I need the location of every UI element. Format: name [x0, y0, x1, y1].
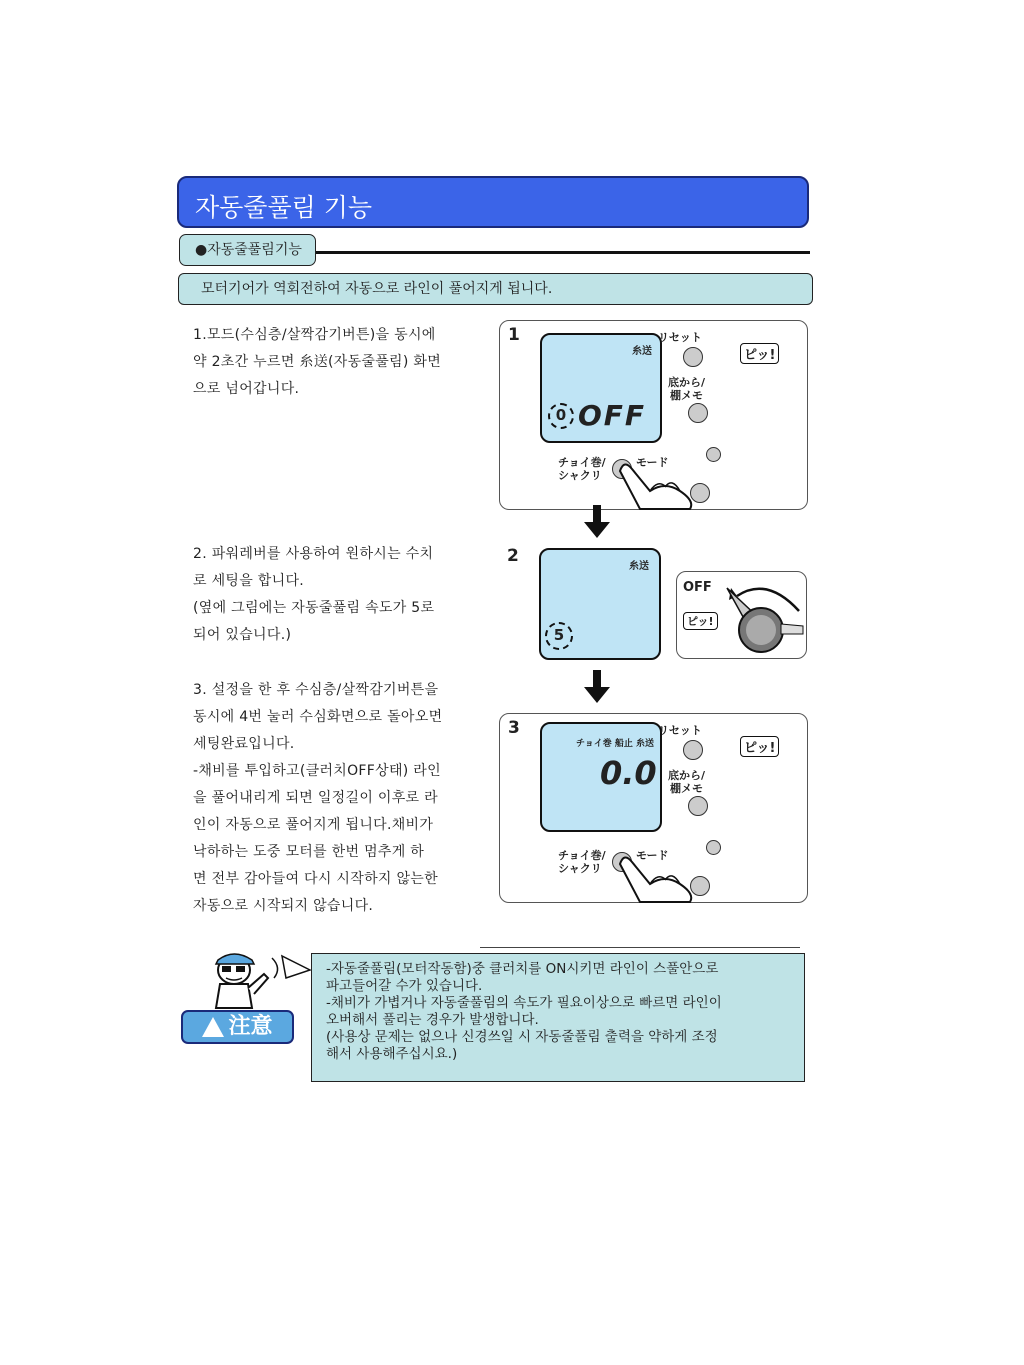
- figure-3-panel: [499, 713, 808, 903]
- figure-1-panel: [499, 320, 808, 510]
- figure-3-hand-icon: [610, 844, 700, 904]
- figure-3-number: 3: [508, 718, 520, 738]
- figure-2-digit: 5: [545, 622, 573, 650]
- figure-3-small-button: [706, 840, 721, 855]
- page-title: 자동줄풀림 기능: [195, 193, 372, 222]
- figure-2-mode-label: 糸送: [629, 561, 649, 572]
- caution-top-line: [480, 947, 800, 948]
- page-title-bar: [177, 176, 809, 228]
- step-2-text: 2. 파워레버를 사용하여 원하시는 수치 로 세팅을 합니다. (옆에 그림에는 자동줄풀림 속도가 5로 되어 있습니다.): [193, 546, 435, 643]
- arrow-down-1-shaft: [593, 505, 601, 523]
- arrow-down-2-shaft: [593, 670, 601, 688]
- figure-1-mode-button-label: モード: [636, 456, 669, 469]
- figure-3-mode-button-label: モード: [636, 849, 669, 862]
- step-1-text: 1.모드(수심층/살짝감기버튼)을 동시에 약 2초간 누르면 糸送(자동줄풀림) 화면 으로 넘어갑니다.: [193, 327, 442, 397]
- caution-label-text: 注意: [228, 1014, 273, 1039]
- warning-triangle-icon: [202, 1017, 224, 1037]
- step-3-text: 3. 설정을 한 후 수심층/살짝감기버튼을 동시에 4번 눌러 수심화면으로 돌아오면 세팅완료입니다. -채비를 투입하고(클러치OFF상태) 라인 을 풀어내리게 되면 일정길이 이후로 라 인이 자동으로 풀어지게 됩니다.채비가 낙하하는 도중 모터를 한번 멈추게 하 면 전부 감아들여 다시 시작하지 않는한 자동으로 시작되지 않습니다.: [193, 682, 443, 914]
- figure-3-choi-label: チョイ巻/ シャクリ: [558, 849, 606, 875]
- figure-1-memo-label: 底から/ 棚メモ: [668, 376, 706, 402]
- figure-2-number: 2: [507, 546, 519, 566]
- figure-3-beep: ピッ!: [740, 736, 779, 757]
- figure-3-memo-button: [688, 796, 708, 816]
- figure-1-number: 1: [508, 325, 520, 345]
- figure-3-reset-label: リセット: [658, 724, 702, 737]
- figure-1-choi-label: チョイ巻/ シャクリ: [558, 456, 606, 482]
- figure-3-value: 0.0: [600, 754, 657, 792]
- caution-box: -자동줄풀림(모터작동함)중 클러치를 ON시키면 라인이 스풀안으로 파고들어갈 수가 있습니다. -채비가 가볍거나 자동줄풀림의 속도가 필요이상으로 빠르면 라인이 오버해서 풀리는 경우가 발생합니다. (사용상 문제는 없으나 신경쓰일 시 자동줄풀림 출력을 약하게 조정 해서 사용해주십시요.): [311, 953, 805, 1082]
- figure-1-lcd: [540, 333, 662, 443]
- figure-1-hand-icon: [610, 451, 700, 511]
- caution-label: [181, 1010, 294, 1044]
- section-divider: [316, 251, 810, 254]
- section-tag: ●자동줄풀림기능: [179, 234, 316, 266]
- figure-1-reset-label: リセット: [658, 331, 702, 344]
- figure-3-mode-label: チョイ巻 船止 糸送: [576, 739, 654, 749]
- figure-2-power-lever-icon: [717, 576, 805, 658]
- figure-3-lcd: [540, 722, 662, 832]
- figure-3-memo-label: 底から/ 棚メモ: [668, 769, 706, 795]
- figure-2-beep: ピッ!: [683, 612, 718, 630]
- figure-1-display: OFF: [578, 399, 647, 432]
- figure-1-reset-button: [683, 347, 703, 367]
- arrow-down-2-icon: [584, 687, 610, 703]
- description-bar: 모터기어가 역회전하여 자동으로 라인이 풀어지게 됩니다.: [178, 273, 813, 305]
- worker-character-icon: [196, 948, 316, 1014]
- figure-3-reset-button: [683, 740, 703, 760]
- figure-1-memo-button: [688, 403, 708, 423]
- figure-1-digit: 0: [548, 403, 574, 429]
- figure-2-off-label: OFF: [683, 580, 712, 595]
- figure-2-lcd: [539, 548, 661, 660]
- arrow-down-1-icon: [584, 522, 610, 538]
- figure-1-mode-label: 糸送: [632, 346, 652, 357]
- figure-2-lever-panel: [676, 571, 807, 659]
- figure-1-beep: ピッ!: [740, 343, 779, 364]
- figure-1-small-button: [706, 447, 721, 462]
